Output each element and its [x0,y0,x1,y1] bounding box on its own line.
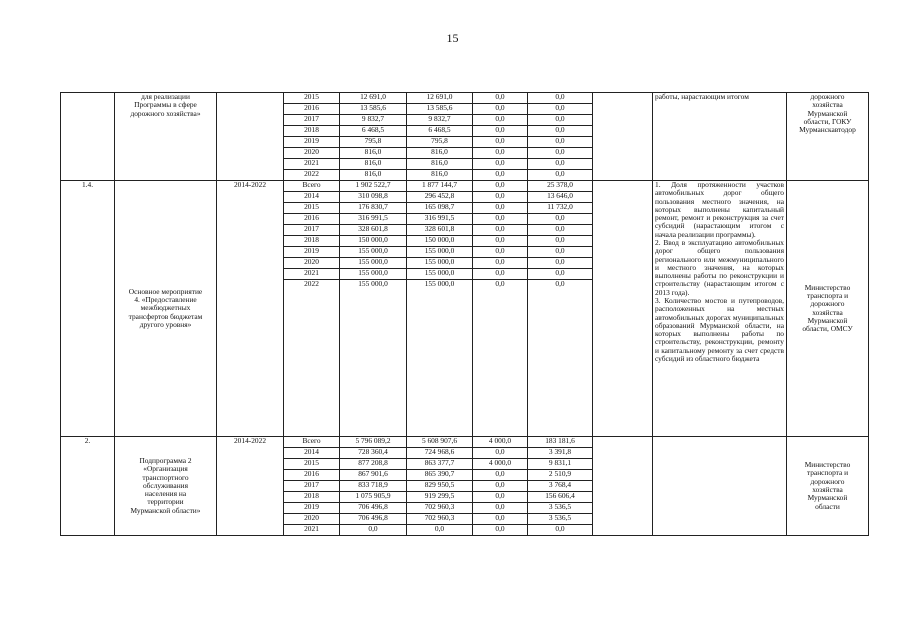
total-cell: 150 000,0 [340,236,407,247]
year-cell: 2017 [284,225,340,236]
regional-budget-cell: 5 608 907,6 [407,437,473,448]
regional-budget-cell: 0,0 [407,525,473,536]
year-cell: 2017 [284,115,340,126]
year-cell: 2021 [284,159,340,170]
year-cell: 2015 [284,93,340,104]
local-budget-cell: 3 536,5 [528,503,593,514]
regional-budget-cell: 296 452,8 [407,192,473,203]
local-budget-cell: 0,0 [528,115,593,126]
local-budget-cell: 0,0 [528,280,593,437]
indicator: 1. Доля протяженности участков автомобильных дорог общего пользования местного значения, на которых выполнены капитальный ремонт, ремонт и реконструкция за счет субсидий (нарастающим итогом с начала реализации программы). 2. Ввод в эксплуатацию автомобильных дорог общего пользования регионального или межмуниципального и местного значения, на которых выполнены работы по реконструкции и строительству (нарастающим итогом с 2013 года). 3. Количество мостов и путепроводов, расположенных на местных автомобильных дорогах муниципальных образований Мурманской области, на которых выполнены работы по строительству, реконструкции, ремонту и капитальному ремонту за счет средств субсидий из областного бюджета [653,181,787,437]
local-budget-cell: 13 646,0 [528,192,593,203]
regional-budget-cell: 165 098,7 [407,203,473,214]
local-budget-cell: 11 732,0 [528,203,593,214]
federal-budget-cell: 0,0 [473,203,528,214]
regional-budget-cell: 816,0 [407,148,473,159]
total-cell: 176 830,7 [340,203,407,214]
total-cell: 867 901,6 [340,470,407,481]
federal-budget-cell: 0,0 [473,258,528,269]
local-budget-cell: 3 536,5 [528,514,593,525]
local-budget-cell: 0,0 [528,258,593,269]
total-cell: 706 496,8 [340,503,407,514]
local-budget-cell: 0,0 [528,214,593,225]
federal-budget-cell: 0,0 [473,470,528,481]
year-cell: Всего [284,437,340,448]
row-number: 1.4. [61,181,115,437]
period: 2014-2022 [217,437,284,536]
total-cell: 706 496,8 [340,514,407,525]
total-cell: 877 208,8 [340,459,407,470]
indicator: работы, нарастающим итогом [653,93,787,181]
year-cell: 2020 [284,148,340,159]
federal-budget-cell: 0,0 [473,137,528,148]
federal-budget-cell: 0,0 [473,192,528,203]
row-number [61,93,115,181]
year-cell: 2014 [284,192,340,203]
federal-budget-cell: 0,0 [473,148,528,159]
total-cell: 12 691,0 [340,93,407,104]
federal-budget-cell: 0,0 [473,214,528,225]
federal-budget-cell: 0,0 [473,247,528,258]
year-cell: 2019 [284,503,340,514]
measure-name: Основное мероприятие 4. «Предоставление межбюджетных трансфертов бюджетам другого уровня» [115,181,217,437]
federal-budget-cell: 0,0 [473,93,528,104]
federal-budget-cell: 0,0 [473,481,528,492]
total-cell: 1 075 905,9 [340,492,407,503]
total-cell: 310 098,8 [340,192,407,203]
page-number: 15 [446,31,459,45]
budget-table [60,92,869,536]
federal-budget-cell: 0,0 [473,514,528,525]
regional-budget-cell: 12 691,0 [407,93,473,104]
year-cell: 2016 [284,104,340,115]
total-cell: 155 000,0 [340,247,407,258]
year-cell: 2016 [284,214,340,225]
row-number: 2. [61,437,115,536]
measure-name: Подпрограмма 2 «Организация транспортного обслуживания населения на территории Мурманской области» [115,437,217,536]
regional-budget-cell: 863 377,7 [407,459,473,470]
local-budget-cell: 183 181,6 [528,437,593,448]
federal-budget-cell: 0,0 [473,280,528,437]
spacer-cell [593,181,653,437]
total-cell: 0,0 [340,525,407,536]
year-cell: 2021 [284,269,340,280]
year-cell: 2015 [284,459,340,470]
regional-budget-cell: 865 390,7 [407,470,473,481]
regional-budget-cell: 316 991,5 [407,214,473,225]
table-row [61,93,869,104]
total-cell: 328 601,8 [340,225,407,236]
year-cell: 2016 [284,470,340,481]
year-cell: 2021 [284,525,340,536]
local-budget-cell: 156 606,4 [528,492,593,503]
local-budget-cell: 25 378,0 [528,181,593,192]
regional-budget-cell: 13 585,6 [407,104,473,115]
responsible-org: дорожного хозяйства Мурманской области, ГОКУ Мурманскавтодор [787,93,869,181]
total-cell: 316 991,5 [340,214,407,225]
federal-budget-cell: 4 000,0 [473,437,528,448]
regional-budget-cell: 155 000,0 [407,269,473,280]
local-budget-cell: 2 510,9 [528,470,593,481]
year-cell: 2015 [284,203,340,214]
regional-budget-cell: 702 960,3 [407,503,473,514]
total-cell: 6 468,5 [340,126,407,137]
federal-budget-cell: 0,0 [473,126,528,137]
regional-budget-cell: 816,0 [407,159,473,170]
year-cell: 2018 [284,236,340,247]
local-budget-cell: 0,0 [528,93,593,104]
federal-budget-cell: 0,0 [473,181,528,192]
indicator [653,437,787,536]
regional-budget-cell: 9 832,7 [407,115,473,126]
federal-budget-cell: 0,0 [473,525,528,536]
regional-budget-cell: 150 000,0 [407,236,473,247]
spacer-cell [593,93,653,181]
year-cell: 2018 [284,126,340,137]
regional-budget-cell: 328 601,8 [407,225,473,236]
local-budget-cell: 3 768,4 [528,481,593,492]
period [217,93,284,181]
table-row [61,181,869,192]
local-budget-cell: 0,0 [528,148,593,159]
year-cell: 2020 [284,514,340,525]
regional-budget-cell: 155 000,0 [407,258,473,269]
year-cell: 2022 [284,170,340,181]
total-cell: 816,0 [340,148,407,159]
year-cell: 2020 [284,258,340,269]
federal-budget-cell: 0,0 [473,492,528,503]
local-budget-cell: 0,0 [528,269,593,280]
regional-budget-cell: 795,8 [407,137,473,148]
regional-budget-cell: 702 960,3 [407,514,473,525]
total-cell: 1 902 522,7 [340,181,407,192]
total-cell: 155 000,0 [340,269,407,280]
federal-budget-cell: 0,0 [473,503,528,514]
local-budget-cell: 9 831,1 [528,459,593,470]
year-cell: 2022 [284,280,340,437]
total-cell: 155 000,0 [340,280,407,437]
total-cell: 728 360,4 [340,448,407,459]
local-budget-cell: 0,0 [528,225,593,236]
total-cell: 9 832,7 [340,115,407,126]
total-cell: 833 718,9 [340,481,407,492]
year-cell: 2014 [284,448,340,459]
total-cell: 155 000,0 [340,258,407,269]
total-cell: 816,0 [340,159,407,170]
local-budget-cell: 0,0 [528,525,593,536]
local-budget-cell: 0,0 [528,170,593,181]
local-budget-cell: 0,0 [528,137,593,148]
regional-budget-cell: 919 299,5 [407,492,473,503]
federal-budget-cell: 0,0 [473,225,528,236]
local-budget-cell: 0,0 [528,236,593,247]
total-cell: 816,0 [340,170,407,181]
regional-budget-cell: 155 000,0 [407,247,473,258]
federal-budget-cell: 0,0 [473,236,528,247]
local-budget-cell: 0,0 [528,104,593,115]
regional-budget-cell: 816,0 [407,170,473,181]
regional-budget-cell: 724 968,6 [407,448,473,459]
year-cell: 2019 [284,247,340,258]
responsible-org: Министерство транспорта и дорожного хозяйства Мурманской области, ОМСУ [787,181,869,437]
federal-budget-cell: 0,0 [473,448,528,459]
period: 2014-2022 [217,181,284,437]
federal-budget-cell: 0,0 [473,269,528,280]
federal-budget-cell: 0,0 [473,104,528,115]
responsible-org: Министерство транспорта и дорожного хозяйства Мурманской области [787,437,869,536]
year-cell: 2018 [284,492,340,503]
regional-budget-cell: 829 950,5 [407,481,473,492]
total-cell: 13 585,6 [340,104,407,115]
federal-budget-cell: 0,0 [473,115,528,126]
measure-name: для реализации Программы в сфере дорожного хозяйства» [115,93,217,181]
local-budget-cell: 3 391,8 [528,448,593,459]
year-cell: 2019 [284,137,340,148]
local-budget-cell: 0,0 [528,159,593,170]
federal-budget-cell: 4 000,0 [473,459,528,470]
local-budget-cell: 0,0 [528,247,593,258]
regional-budget-cell: 155 000,0 [407,280,473,437]
regional-budget-cell: 6 468,5 [407,126,473,137]
federal-budget-cell: 0,0 [473,159,528,170]
table-body [61,93,869,536]
spacer-cell [593,437,653,536]
total-cell: 795,8 [340,137,407,148]
regional-budget-cell: 1 877 144,7 [407,181,473,192]
local-budget-cell: 0,0 [528,126,593,137]
federal-budget-cell: 0,0 [473,170,528,181]
total-cell: 5 796 089,2 [340,437,407,448]
year-cell: 2017 [284,481,340,492]
table-row [61,437,869,448]
year-cell: Всего [284,181,340,192]
